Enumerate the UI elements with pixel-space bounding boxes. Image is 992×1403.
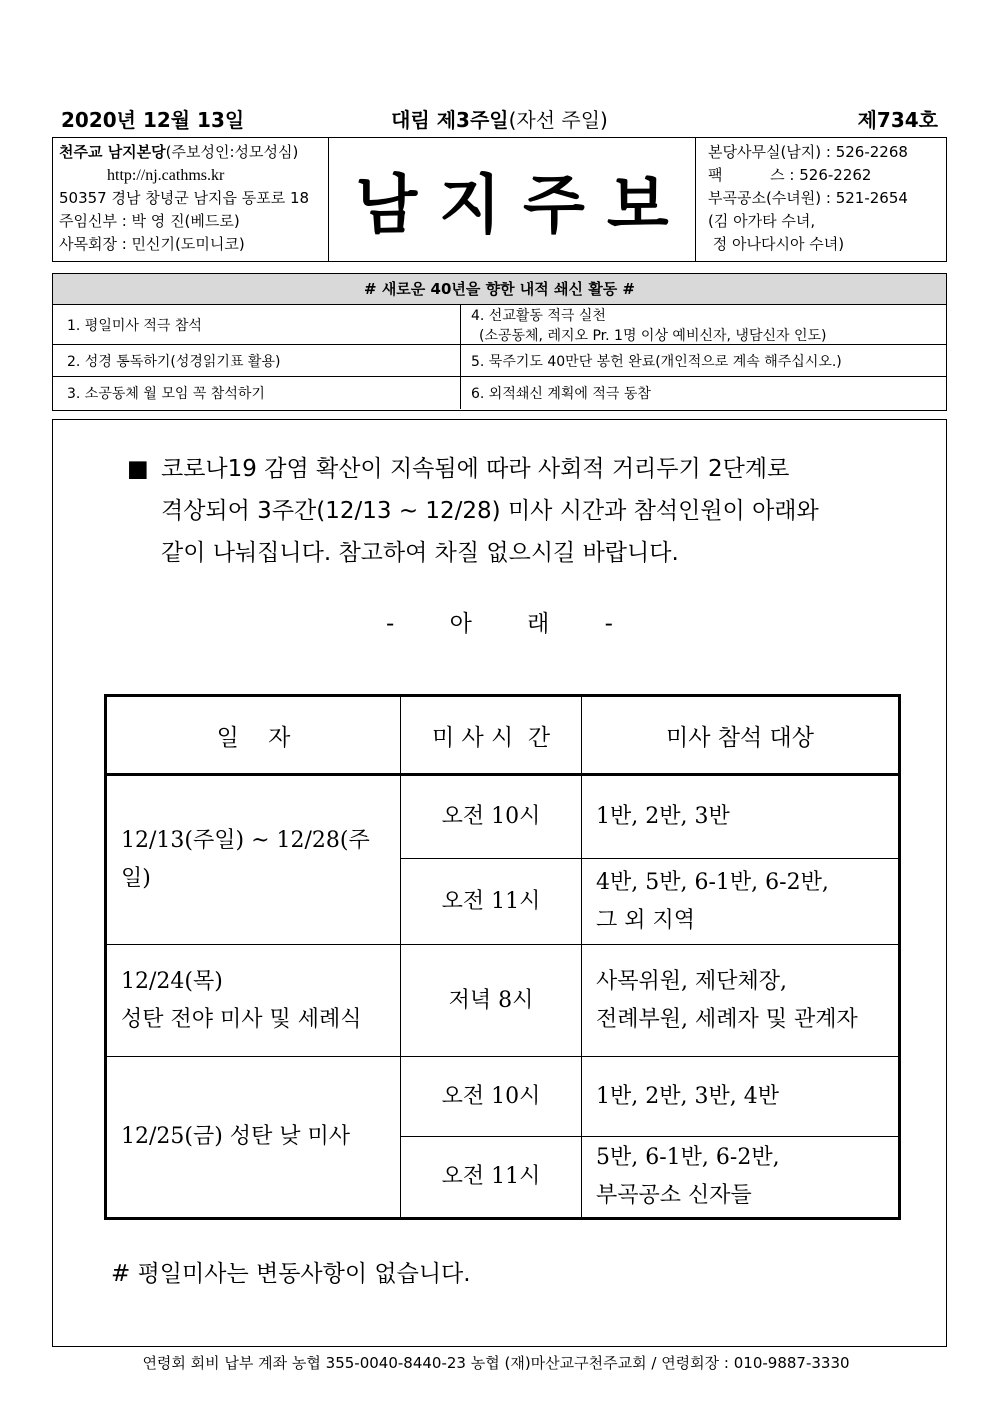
- bulletin-title-box: [329, 138, 695, 261]
- pastor-name: 주임신부 : 박 영 진(베드로): [59, 212, 240, 230]
- time-cell: 오전 10시: [401, 775, 582, 859]
- main-content: [52, 419, 947, 1347]
- parish-info: 천주교 남지본당(주보성인:성모성심) http://nj.cathms.kr 50357 경남 창녕군 남지읍 동포로 18 주임신부 : 박 영 진(베드로) 사목회장 : 민신기(도미니코): [53, 138, 329, 261]
- time-cell: 오전 11시: [401, 1137, 582, 1219]
- mass-schedule-table: [104, 694, 901, 1220]
- issue-date: 2020년 12월 13일: [61, 108, 245, 132]
- target-cell: 4반, 5반, 6-1반, 6-2반, 그 외 지역: [582, 859, 900, 945]
- target-cell: 1반, 2반, 3반: [582, 775, 900, 859]
- header-time: 미 사 시 간: [401, 696, 582, 775]
- parish-url[interactable]: http://nj.cathms.kr: [107, 167, 225, 184]
- reform-row: 1. 평일미사 적극 참석 4. 선교활동 적극 실천 (소공동체, 레지오 Pr. 1명 이상 예비신자, 냉담신자 인도): [53, 305, 946, 345]
- top-line: [57, 104, 942, 134]
- liturgical-week: 대림 제3주일(자선 주일): [391, 108, 608, 132]
- target-cell: 사목위원, 제단체장, 전례부원, 세례자 및 관계자: [582, 945, 900, 1057]
- time-cell: 오전 10시: [401, 1057, 582, 1137]
- target-cell: 1반, 2반, 3반, 4반: [582, 1057, 900, 1137]
- date-cell: 12/25(금) 성탄 낮 미사: [106, 1057, 401, 1219]
- footer-account-info: 연령회 회비 납부 계좌 농협 355-0040-8440-23 농협 (재)마산교구천주교회 / 연령회장 : 010-9887-3330: [142, 1354, 850, 1372]
- table-row: [106, 945, 900, 1057]
- time-cell: 저녁 8시: [401, 945, 582, 1057]
- bulletin-title: 남지주보: [355, 168, 691, 243]
- header-date: 일 자: [106, 696, 401, 775]
- masthead: [52, 137, 947, 262]
- reform-row: 3. 소공동체 월 모임 꼭 참석하기 6. 외적쇄신 계획에 적극 동참: [53, 377, 946, 409]
- time-cell: 오전 11시: [401, 859, 582, 945]
- contact-info: 본당사무실(남지) : 526-2268 팩 스 : 526-2262 부곡공소(수녀원) : 521-2654 (김 아가타 수녀, 정 아나다시아 수녀): [695, 138, 946, 261]
- table-row: [106, 1057, 900, 1137]
- reform-row: 2. 성경 통독하기(성경읽기표 활용) 5. 묵주기도 40만단 봉헌 완료(개인적으로 계속 해주십시오.): [53, 345, 946, 377]
- covid-notice: ■ 코로나19 감염 확산이 지속됨에 따라 사회적 거리두기 2단계로 격상되어 3주간(12/13 ~ 12/28) 미사 시간과 참석인원이 아래와 같이 나눠집니다. 참고하여 차질 없으시길 바랍니다.: [127, 448, 907, 574]
- date-cell: 12/24(목) 성탄 전야 미사 및 세례식: [106, 945, 401, 1057]
- header-target: 미사 참석 대상: [582, 696, 900, 775]
- parish-address: 50357 경남 창녕군 남지읍 동포로 18: [59, 189, 310, 207]
- date-cell: 12/13(주일) ~ 12/28(주일): [106, 775, 401, 945]
- square-bullet-icon: ■: [127, 456, 149, 482]
- table-row: [106, 775, 900, 859]
- reform-heading: # 새로운 40년을 향한 내적 쇄신 활동 #: [53, 274, 946, 305]
- target-cell: 5반, 6-1반, 6-2반, 부곡공소 신자들: [582, 1137, 900, 1219]
- weekday-mass-note: # 평일미사는 변동사항이 없습니다.: [111, 1261, 471, 1287]
- below-heading: - 아 래 -: [386, 611, 613, 637]
- issue-number: 제734호: [857, 108, 938, 132]
- chairman-name: 사목회장 : 민신기(도미니코): [59, 235, 245, 253]
- table-header-row: [106, 696, 900, 775]
- reform-activities: [52, 273, 947, 411]
